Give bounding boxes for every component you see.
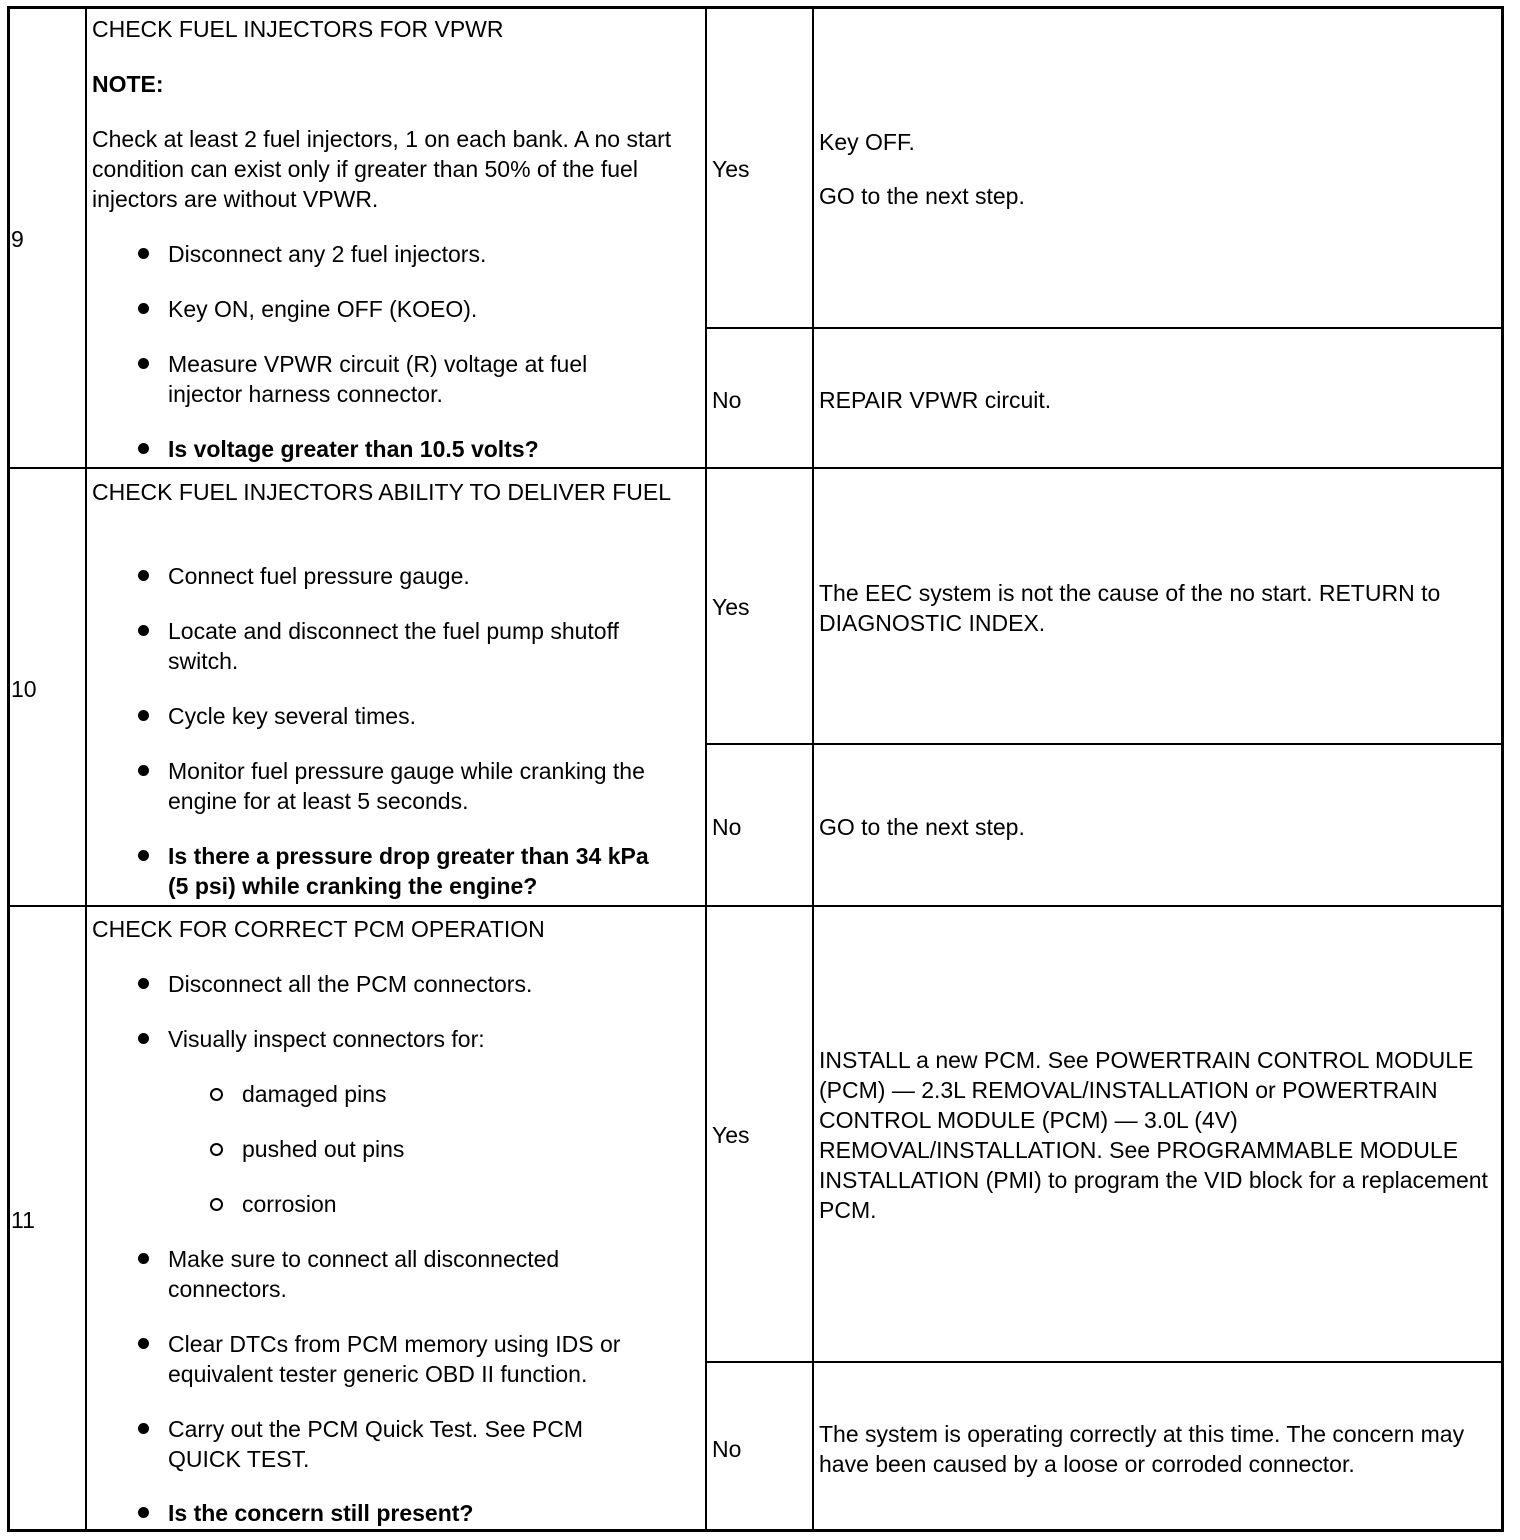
result-divider <box>705 1361 1504 1363</box>
bullet-text: Disconnect all the PCM connectors. <box>168 971 533 997</box>
bullet-text: Carry out the PCM Quick Test. See PCM QUICK TEST. <box>168 1416 583 1472</box>
no-label: No <box>712 814 742 840</box>
note-text: Check at least 2 fuel injectors, 1 on each bank. A no start condition can exist only if greater than 50% of the fuel injectors are without VPWR. <box>92 126 672 212</box>
bullet-icon <box>138 1423 149 1434</box>
no-label: No <box>712 387 742 413</box>
no-result: GO to the next step. <box>819 814 1025 840</box>
bullet-text: Connect fuel pressure gauge. <box>168 563 470 589</box>
result-divider <box>705 743 1504 745</box>
yes-label: Yes <box>712 156 750 182</box>
yes-result: The EEC system is not the cause of the no start. RETURN to DIAGNOSTIC INDEX. <box>819 580 1441 636</box>
sub-bullet-text: damaged pins <box>242 1081 387 1107</box>
result-divider <box>705 327 1504 329</box>
row-divider <box>7 905 1504 907</box>
bullet-text: Visually inspect connectors for: <box>168 1026 485 1052</box>
step-title: CHECK FOR CORRECT PCM OPERATION <box>92 916 545 942</box>
bullet-icon <box>138 358 149 369</box>
step-number: 9 <box>11 226 24 252</box>
column-divider <box>812 6 814 1532</box>
yes-result: Key OFF. <box>819 129 915 155</box>
sub-bullet-icon <box>210 1088 223 1101</box>
bullet-icon <box>138 443 149 454</box>
sub-bullet-icon <box>210 1143 223 1156</box>
bullet-icon <box>138 850 149 861</box>
bullet-text: Clear DTCs from PCM memory using IDS or equivalent tester generic OBD II function. <box>168 1331 621 1387</box>
bullet-icon <box>138 303 149 314</box>
bullet-icon <box>138 570 149 581</box>
bullet-text: Cycle key several times. <box>168 703 416 729</box>
bullet-icon <box>138 1338 149 1349</box>
note-label: NOTE: <box>92 71 164 97</box>
sub-bullet-text: corrosion <box>242 1191 337 1217</box>
sub-bullet-icon <box>210 1198 223 1211</box>
bullet-text: Monitor fuel pressure gauge while cranking the engine for at least 5 seconds. <box>168 758 645 814</box>
bullet-text: Disconnect any 2 fuel injectors. <box>168 241 487 267</box>
column-divider <box>85 6 87 1532</box>
yes-result: INSTALL a new PCM. See POWERTRAIN CONTROL MODULE (PCM) — 2.3L REMOVAL/INSTALLATION or POWERTRAIN CONTROL MODULE (PCM) — 3.0L (4V) REMOVAL/INSTALLATION. See PROGRAMMABLE MODULE INSTALLATION (PMI) to program the VID block for a replacement PCM. <box>819 1047 1488 1223</box>
yes-label: Yes <box>712 594 750 620</box>
bullet-icon <box>138 625 149 636</box>
bullet-question: Is voltage greater than 10.5 volts? <box>168 436 539 462</box>
no-result: The system is operating correctly at this time. The concern may have been caused by a loose or corroded connector. <box>819 1421 1465 1477</box>
bullet-text: Measure VPWR circuit (R) voltage at fuel injector harness connector. <box>168 351 588 407</box>
step-number: 11 <box>11 1207 35 1233</box>
bullet-text: Locate and disconnect the fuel pump shutoff switch. <box>168 618 619 674</box>
bullet-question: Is the concern still present? <box>168 1500 474 1526</box>
step-title: CHECK FUEL INJECTORS ABILITY TO DELIVER FUEL <box>92 479 671 505</box>
bullet-icon <box>138 710 149 721</box>
step-number: 10 <box>11 676 37 702</box>
no-label: No <box>712 1436 742 1462</box>
bullet-text: Make sure to connect all disconnected connectors. <box>168 1246 560 1302</box>
column-divider <box>705 6 707 1532</box>
bullet-icon <box>138 1253 149 1264</box>
bullet-icon <box>138 978 149 989</box>
bullet-icon <box>138 1033 149 1044</box>
sub-bullet-text: pushed out pins <box>242 1136 405 1162</box>
bullet-icon <box>138 1507 149 1518</box>
no-result: REPAIR VPWR circuit. <box>819 387 1052 413</box>
yes-result: GO to the next step. <box>819 183 1025 209</box>
bullet-question: Is there a pressure drop greater than 34 kPa (5 psi) while cranking the engine? <box>168 843 649 899</box>
bullet-icon <box>138 248 149 259</box>
bullet-text: Key ON, engine OFF (KOEO). <box>168 296 478 322</box>
step-title: CHECK FUEL INJECTORS FOR VPWR <box>92 16 504 42</box>
bullet-icon <box>138 765 149 776</box>
yes-label: Yes <box>712 1122 750 1148</box>
row-divider <box>7 467 1504 469</box>
